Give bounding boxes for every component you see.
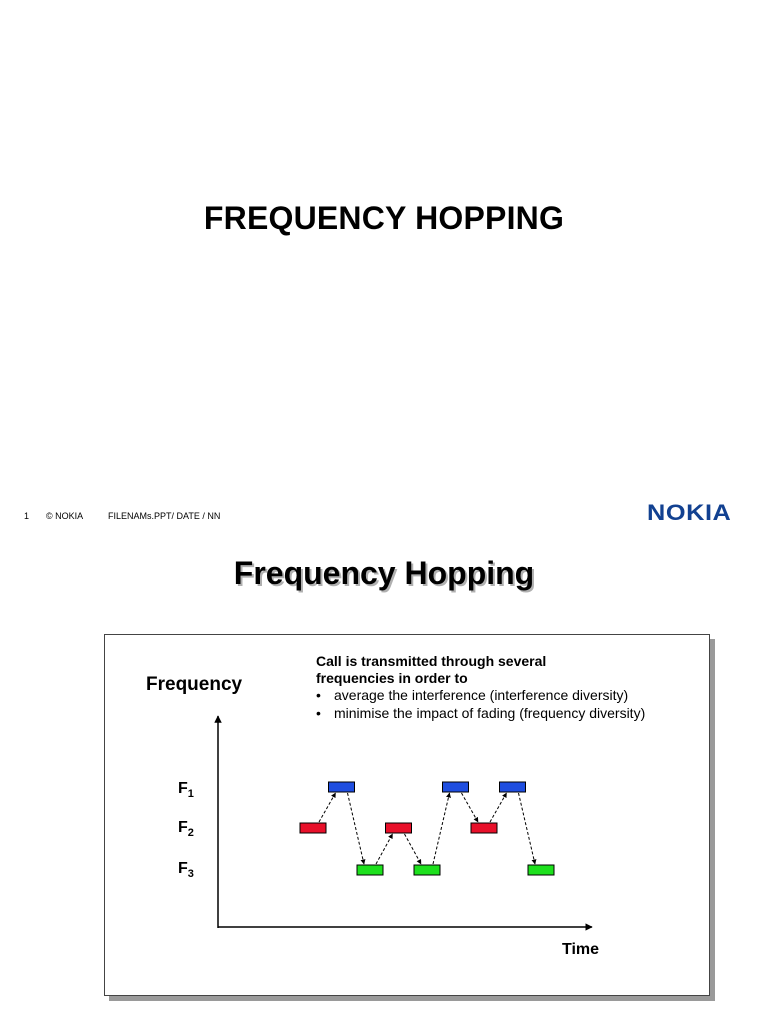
headline-line-1: Call is transmitted through several: [316, 653, 547, 669]
hop-block-f2: [386, 823, 412, 833]
copyright: © NOKIA: [46, 511, 84, 521]
hop-block-f2: [471, 823, 497, 833]
file-info: FILENAMs.PPT/ DATE / NN: [108, 511, 221, 521]
level-label-f3: $F_3$: [178, 860, 194, 880]
hop-arrow: [490, 793, 507, 822]
nokia-logo: NOKIA: [647, 500, 732, 525]
page-number: 1: [24, 511, 30, 521]
hop-block-f1: [443, 782, 469, 792]
hop-arrow: [405, 834, 422, 864]
x-axis-label: Time: [562, 941, 600, 958]
level-label-f1: $F_1$: [178, 780, 194, 800]
slide1-title: FREQUENCY HOPPING: [203, 200, 565, 236]
hop-block-f3: [528, 865, 554, 875]
slide2-title: Frequency Hopping: [233, 555, 535, 591]
hop-arrow: [376, 834, 393, 864]
hop-block-f2: [300, 823, 326, 833]
hop-block-f1: [500, 782, 526, 792]
hop-block-f1: [329, 782, 355, 792]
y-axis-label: Frequency: [146, 674, 243, 695]
hop-block-f3: [414, 865, 440, 875]
level-label-f2: $F_2$: [178, 819, 194, 839]
hop-block-f3: [357, 865, 383, 875]
hop-arrow: [348, 793, 365, 864]
hop-arrow: [433, 793, 450, 864]
bullet-item-1: • average the interference (interference diversity): [314, 686, 645, 704]
hop-arrow: [519, 793, 536, 864]
bullet-item-2: • minimise the impact of fading (frequency diversity): [314, 704, 645, 722]
hop-arrow: [319, 793, 336, 822]
headline-line-2: frequencies in order to: [316, 670, 468, 686]
hop-arrow: [462, 793, 479, 822]
